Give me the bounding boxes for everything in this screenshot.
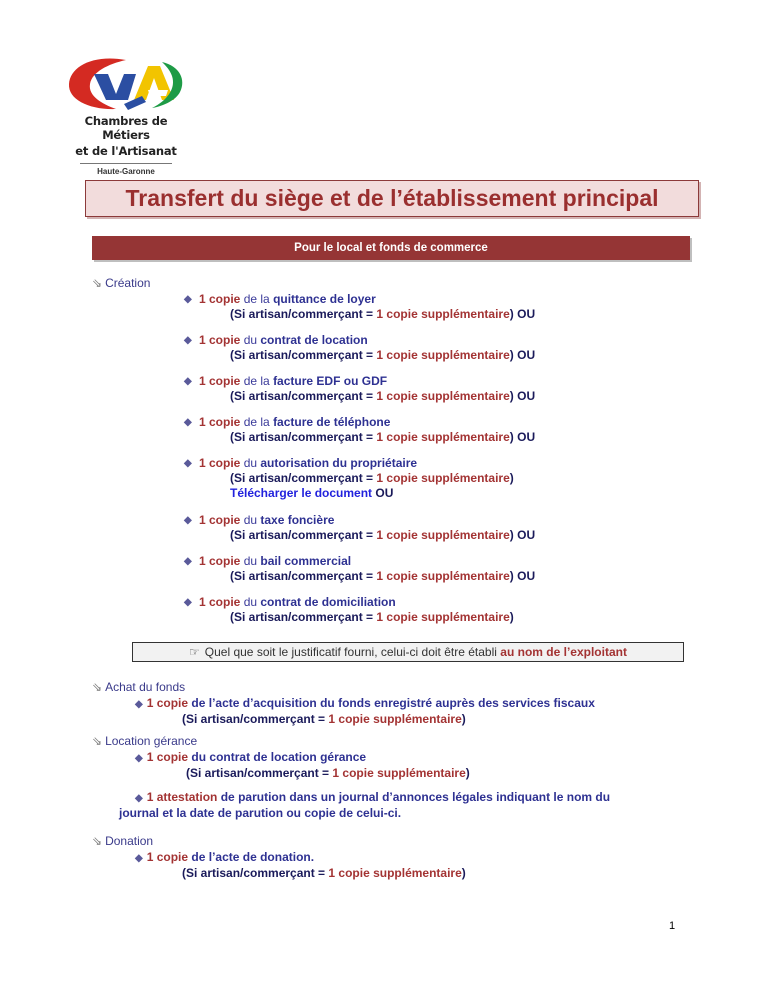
item-copy: 1 copie (199, 374, 241, 388)
item-or: OU (513, 307, 536, 321)
diamond-bullet-icon: ◆ (184, 294, 192, 305)
diamond-bullet-icon: ◆ (184, 458, 192, 469)
location-text: du contrat de location gérance (188, 750, 367, 764)
supp-suffix: ) (465, 766, 470, 780)
arrow-icon: ⇘ (92, 834, 103, 848)
item-or: OU (513, 569, 536, 583)
note-text: Quel que soit le justificatif fourni, celui-ci doit être établi (204, 645, 497, 659)
supp-suffix: ) (509, 569, 514, 583)
supp-prefix: (Si artisan/commerçant = (230, 348, 377, 362)
achat-item (135, 696, 595, 712)
item-copy: 1 copie (199, 513, 241, 527)
supp-red: 1 copie supplémentaire (376, 528, 510, 542)
supp-red: 1 copie supplémentaire (376, 307, 510, 321)
supp-prefix: (Si artisan/commerçant = (230, 569, 377, 583)
diamond-bullet-icon: ◆ (135, 753, 143, 764)
diamond-bullet-icon: ◆ (184, 597, 192, 608)
item-prep: de la (240, 415, 274, 429)
page-number: 1 (669, 920, 676, 932)
arrow-icon: ⇘ (92, 276, 103, 290)
pointing-hand-icon: ☞ (189, 645, 200, 659)
location-copy: 1 copie (146, 750, 189, 764)
item-prep: du (240, 554, 261, 568)
arrow-icon: ⇘ (92, 734, 103, 748)
diamond-bullet-icon: ◆ (184, 376, 192, 387)
item-or: OU (513, 430, 536, 444)
note-box (132, 642, 684, 662)
attestation-line2: journal et la date de parution ou copie de celui-ci. (119, 806, 402, 820)
supp-suffix: ) (509, 528, 514, 542)
diamond-bullet-icon: ◆ (135, 793, 143, 804)
section-band: Pour le local et fonds de commerce (92, 236, 690, 260)
cma-logo-mark (64, 54, 188, 112)
item-or: OU (513, 348, 536, 362)
donation-copy: 1 copie (146, 850, 189, 864)
section-location (92, 734, 197, 748)
attestation-text1: de parution dans un journal d’annonces légales indiquant le nom du (217, 790, 611, 804)
supp-red: 1 copie supplémentaire (376, 471, 510, 485)
supp-red: 1 copie supplémentaire (328, 712, 462, 726)
item-doc: facture de téléphone (273, 415, 391, 429)
logo-name-line1: Chambres de Métiers (84, 114, 168, 142)
logo-name-line2: et de l'Artisanat (75, 144, 177, 158)
supp-prefix: (Si artisan/commerçant = (230, 471, 377, 485)
supp-prefix: (Si artisan/commerçant = (230, 528, 377, 542)
item-doc: taxe foncière (260, 513, 335, 527)
title-box (85, 180, 699, 217)
supp-prefix: (Si artisan/commerçant = (182, 712, 329, 726)
creation-item (184, 513, 535, 543)
supp-red: 1 copie supplémentaire (328, 866, 462, 880)
item-doc: autorisation du propriétaire (260, 456, 418, 470)
supp-prefix: (Si artisan/commerçant = (186, 766, 333, 780)
section-donation (92, 834, 153, 848)
item-prep: du (240, 595, 261, 609)
item-or: OU (513, 389, 536, 403)
creation-item (184, 292, 535, 322)
supp-suffix: ) (509, 430, 514, 444)
note-highlight: au nom de l’exploitant (500, 645, 627, 659)
item-or: OU (372, 486, 394, 500)
section-donation-label: Donation (105, 834, 154, 848)
diamond-bullet-icon: ◆ (184, 335, 192, 346)
item-prep: de la (240, 292, 274, 306)
supp-prefix: (Si artisan/commerçant = (182, 866, 329, 880)
section-location-label: Location gérance (105, 734, 198, 748)
supp-red: 1 copie supplémentaire (376, 610, 510, 624)
item-doc: quittance de loyer (273, 292, 376, 306)
supp-suffix: ) (461, 712, 466, 726)
item-prep: du (240, 513, 261, 527)
item-doc: contrat de domiciliation (260, 595, 396, 609)
supp-suffix: ) (509, 348, 514, 362)
section-achat (92, 680, 185, 694)
location-item (135, 750, 366, 766)
diamond-bullet-icon: ◆ (184, 417, 192, 428)
page-title: Transfert du siège et de l’établissement principal (125, 185, 659, 211)
supp-suffix: ) (509, 307, 514, 321)
supp-prefix: (Si artisan/commerçant = (230, 430, 377, 444)
supp-prefix: (Si artisan/commerçant = (230, 610, 377, 624)
supp-red: 1 copie supplémentaire (376, 569, 510, 583)
achat-text: de l’acte d’acquisition du fonds enregistré auprès des services fiscaux (188, 696, 595, 710)
item-or: OU (513, 528, 536, 542)
item-doc: contrat de location (260, 333, 368, 347)
item-copy: 1 copie (199, 595, 241, 609)
section-creation (92, 276, 150, 290)
supp-red: 1 copie supplémentaire (376, 430, 510, 444)
location-supp (186, 766, 470, 781)
achat-copy: 1 copie (146, 696, 189, 710)
creation-item (184, 415, 535, 445)
item-copy: 1 copie (199, 415, 241, 429)
donation-item (135, 850, 314, 866)
logo-divider (80, 163, 172, 164)
achat-supp (182, 712, 466, 727)
creation-item (184, 595, 514, 625)
item-copy: 1 copie (199, 292, 241, 306)
diamond-bullet-icon: ◆ (184, 556, 192, 567)
item-doc: bail commercial (260, 554, 352, 568)
attestation-item (135, 790, 610, 806)
supp-suffix: ) (509, 610, 514, 624)
donation-text: de l’acte de donation. (188, 850, 315, 864)
donation-supp (182, 866, 466, 881)
item-copy: 1 copie (199, 554, 241, 568)
creation-item (184, 333, 535, 363)
item-prep: du (240, 456, 261, 470)
section-achat-label: Achat du fonds (105, 680, 186, 694)
item-copy: 1 copie (199, 333, 241, 347)
diamond-bullet-icon: ◆ (135, 699, 143, 710)
supp-red: 1 copie supplémentaire (332, 766, 466, 780)
supp-suffix: ) (509, 389, 514, 403)
creation-item (184, 456, 514, 501)
supp-suffix: ) (509, 471, 514, 485)
item-doc: facture EDF ou GDF (273, 374, 388, 388)
supp-prefix: (Si artisan/commerçant = (230, 307, 377, 321)
item-prep: de la (240, 374, 274, 388)
creation-item (184, 554, 535, 584)
diamond-bullet-icon: ◆ (135, 853, 143, 864)
attestation-red: 1 attestation (146, 790, 218, 804)
cma-logo (64, 54, 188, 176)
supp-red: 1 copie supplémentaire (376, 348, 510, 362)
arrow-icon: ⇘ (92, 680, 103, 694)
section-creation-label: Création (105, 276, 151, 290)
download-link[interactable]: Télécharger le document (230, 486, 373, 500)
supp-red: 1 copie supplémentaire (376, 389, 510, 403)
creation-item (184, 374, 535, 404)
supp-suffix: ) (461, 866, 466, 880)
item-copy: 1 copie (199, 456, 241, 470)
logo-subtitle: Haute-Garonne (97, 167, 155, 176)
diamond-bullet-icon: ◆ (184, 515, 192, 526)
item-prep: du (240, 333, 261, 347)
supp-prefix: (Si artisan/commerçant = (230, 389, 377, 403)
